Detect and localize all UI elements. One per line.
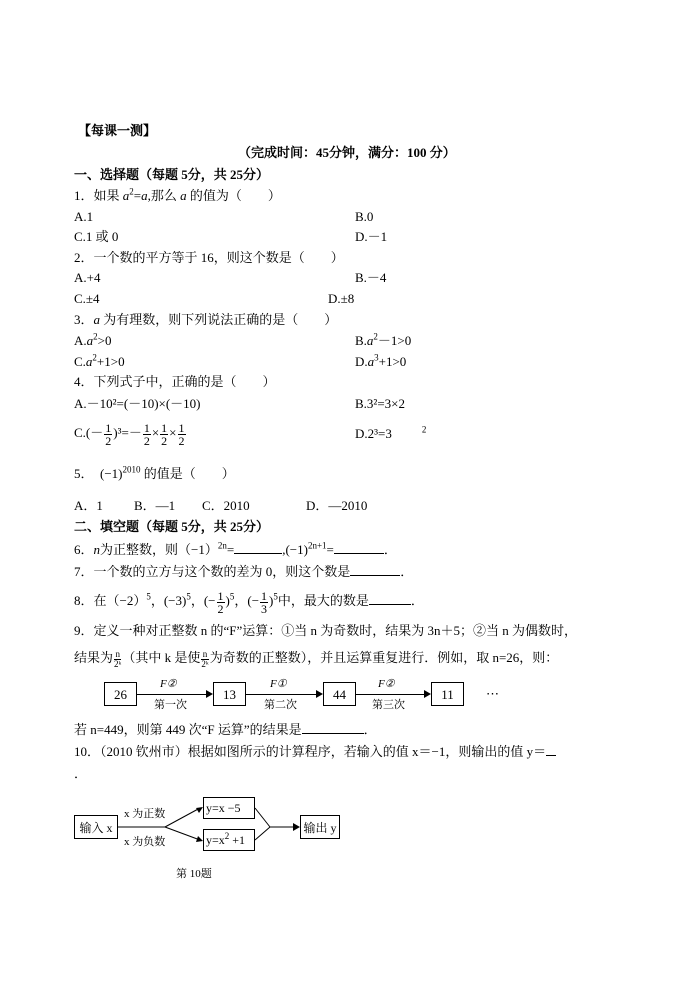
figure-caption: 第 10题 <box>176 868 212 880</box>
q3-option-b: $B.a^2-1>0$ <box>355 331 412 348</box>
q4-option-c: C.(－ $\frac{1}{2}$ )³=－ $\frac{1}{2}$ × $\frac{1}{2}$ × $\frac{1}{2}$ <box>74 420 185 448</box>
q3-option-a: $A.a^2>0$ <box>74 331 112 348</box>
flow-step-2: 第二次 <box>264 699 297 711</box>
q10-line2: ． <box>74 766 88 781</box>
q7-stem: 7．一个数的立方与这个数的差为 0，则这个数是 ． <box>74 564 414 579</box>
flow-box-4: 11 <box>431 682 464 706</box>
q2-option-d: D.±8 <box>328 291 355 306</box>
q5-option-c: C．2010 <box>202 498 250 513</box>
q2-option-c: C.±4 <box>74 291 100 306</box>
flow-op-2: F① <box>270 678 287 690</box>
flow-step-3: 第三次 <box>372 699 405 711</box>
q5-stem: 5． $(-1)^{2010}$ 的值是（ ） <box>74 464 235 481</box>
q1-stem: 1．如果 $a^2=a$,那么 a 的值为（ ） <box>74 186 281 203</box>
q9-line2: 结果为 $\frac{n}{\text{2ᵏ}}$ （其中 k 是使 $\frac{n}{\text{2ᵏ}}$ 为奇数的正整数），并且运算重复进行．例如，取 n=26，则： <box>74 648 559 669</box>
cond-negative: x 为负数 <box>124 836 166 848</box>
section-fill-title: 二、填空题（每题 5分，共 25分） <box>74 519 270 534</box>
q2-stem: 2．一个数的平方等于 16，则这个数是（ ） <box>74 250 344 265</box>
flow-ellipsis: ⋯ <box>486 686 499 701</box>
formula-box-2: $y=x^2 +1$ <box>203 829 255 851</box>
q4-stem: 4．下列式子中，正确的是（ ） <box>74 374 276 389</box>
page-heading: 【每课一测】 <box>78 123 157 138</box>
q8-stem: 8．在$(-2)^5$，$(-3)^5$，(− $\frac{1}{2}$ )$^5$，(− $\frac{1}{3}$ )$^5$中，最大的数是 ． <box>74 588 424 616</box>
q10-line1: 10．（2010 钦州市）根据如图所示的计算程序，若输入的值 x＝−1，则输出的值 y＝ <box>74 743 556 760</box>
q1-option-b: B.0 <box>355 209 374 224</box>
q3-option-c: $C.a^2+1>0$ <box>74 352 125 369</box>
flow-box-1: 26 <box>104 682 137 706</box>
cond-positive: x 为正数 <box>124 808 166 820</box>
flow-box-3: 44 <box>323 682 356 706</box>
q5-option-b: B．—1 <box>134 498 176 513</box>
flow-op-3: F② <box>378 678 395 690</box>
input-box: 输入 x <box>74 815 118 839</box>
q1-option-c: C.1 或 0 <box>74 229 119 244</box>
q9-line3: 若 n=449，则第 449 次“F 运算”的结果是 ． <box>74 722 377 737</box>
q4-option-b: B.3²=3×2 <box>355 396 405 411</box>
q5-option-a: A．1 <box>74 498 103 513</box>
q6-stem: 6．n为正整数，则$(-1)^{2n}= ,(-1)^{2n+1}=$ ． <box>74 540 397 557</box>
q5-option-d: D．—2010 <box>306 498 368 513</box>
formula-box-1: y=x −5 <box>203 797 255 819</box>
q3-option-d: $D.a^3+1>0$ <box>355 352 407 369</box>
flow-op-1: F② <box>160 678 177 690</box>
q2-option-b: B.－4 <box>355 270 387 285</box>
flow-step-1: 第一次 <box>154 699 187 711</box>
q4-option-d: D.2³=3 $^2$ <box>355 424 427 441</box>
q9-line1: 9．定义一种对正整数 n 的“F”运算：①当 n 为奇数时，结果为 3n＋5；②当 n 为偶数时， <box>74 623 578 638</box>
q4-option-a: A.－10²=(－10)×(－10) <box>74 396 201 411</box>
time-score-note: （完成时间：45分钟，满分：100 分） <box>238 145 456 160</box>
q3-stem: 3．a 为有理数，则下列说法正确的是（ ） <box>74 312 338 327</box>
section-choice-title: 一、选择题（每题 5分，共 25分） <box>74 167 270 182</box>
output-box: 输出 y <box>300 815 340 839</box>
flow-box-2: 13 <box>213 682 246 706</box>
q1-option-a: A.1 <box>74 209 94 224</box>
q2-option-a: A.+4 <box>74 270 101 285</box>
q1-option-d: D.－1 <box>355 229 388 244</box>
